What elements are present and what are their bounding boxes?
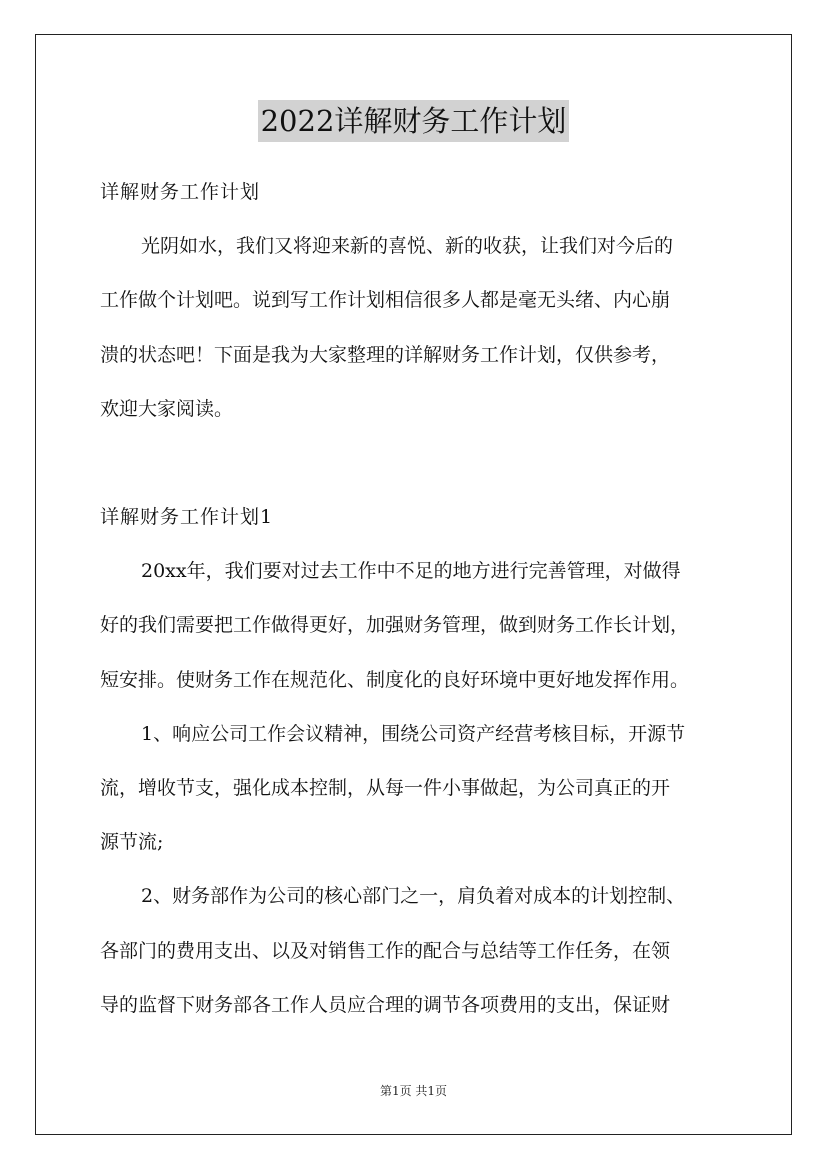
item2-line-3: 导的监督下财务部各工作人员应合理的调节各项费用的支出，保证财	[100, 993, 671, 1016]
intro-line-3: 溃的状态吧！下面是我为大家整理的详解财务工作计划，仅供参考，	[100, 343, 671, 366]
section-heading-1: 详解财务工作计划1	[100, 506, 274, 529]
document-title: 2022详解财务工作计划	[258, 100, 570, 142]
para1-line-2: 好的我们需要把工作做得更好，加强财务管理，做到财务工作长计划，	[100, 614, 690, 637]
intro-line-1: 光阴如水，我们又将迎来新的喜悦、新的收获，让我们对今后的	[141, 235, 674, 258]
section-spacer	[100, 436, 745, 490]
item2-line-1: 2、财务部作为公司的核心部门之一，肩负着对成本的计划控制、	[141, 885, 686, 908]
item1-line-1: 1、响应公司工作会议精神，围绕公司资产经营考核目标，开源节	[141, 722, 686, 745]
para1-line-1: 20xx年，我们要对过去工作中不足的地方进行完善管理，对做得	[141, 560, 681, 583]
item2-line-2: 各部门的费用支出、以及对销售工作的配合与总结等工作任务，在领	[100, 939, 671, 962]
page-footer: 第1页 共1页	[379, 1084, 448, 1098]
intro-heading: 详解财务工作计划	[100, 181, 261, 203]
document-body	[100, 165, 745, 1032]
title-container	[0, 100, 827, 142]
intro-line-2: 工作做个计划吧。说到写工作计划相信很多人都是毫无头绪、内心崩	[100, 289, 671, 312]
para1-line-3: 短安排。使财务工作在规范化、制度化的良好环境中更好地发挥作用。	[100, 668, 690, 691]
item1-line-3: 源节流;	[100, 831, 164, 854]
intro-line-4: 欢迎大家阅读。	[100, 397, 234, 420]
item1-line-2: 流，增收节支，强化成本控制，从每一件小事做起，为公司真正的开	[100, 777, 671, 800]
